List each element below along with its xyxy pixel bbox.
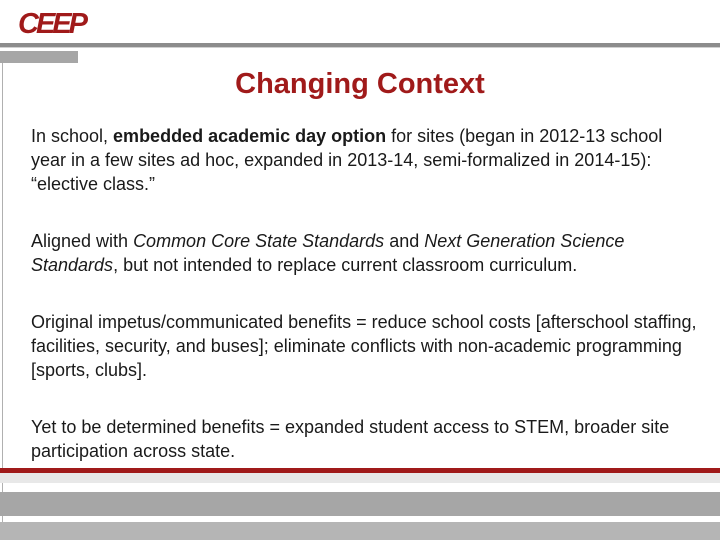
p2-text-a: Aligned with: [31, 231, 134, 251]
p2-italic-ccss: Common Core State Standards: [133, 231, 385, 251]
p1-text-a: In school,: [31, 126, 114, 146]
header-rule-shadow: [0, 47, 720, 48]
p2-text-c: and: [384, 231, 425, 251]
footer-gray-band: [0, 492, 720, 516]
paragraph-standards: [31, 229, 701, 277]
slide-title: Changing Context: [235, 68, 485, 100]
paragraph-future-benefits: Yet to be determined benefits = expanded student access to STEM, broader site participation across state.: [31, 417, 670, 461]
left-border-line: [2, 63, 3, 533]
footer-gray-band-lower: [0, 522, 720, 540]
header-accent-bar: [0, 51, 78, 63]
paragraph-original-benefits: Original impetus/communicated benefits = reduce school costs [afterschool staffing, facilities, security, and buses]; eliminate conflicts with non-academic programming [sports, clubs].: [31, 312, 697, 380]
paragraph-embedded-option: [31, 124, 701, 196]
slide-body: [31, 124, 701, 496]
p2-italic-ngss: Next Generation Science Standards: [31, 231, 625, 275]
p1-bold-text: embedded academic day option: [113, 126, 387, 146]
p1-text-c: for sites (began in 2012-13 school year in a few sites ad hoc, expanded in 2013-14, semi-formalized in 2014-15): “elective class.”: [31, 126, 663, 194]
p2-text-e: , but not intended to replace current classroom curriculum.: [113, 255, 578, 275]
ceep-logo: CEEP: [18, 8, 85, 40]
footer-light-band: [0, 473, 720, 483]
